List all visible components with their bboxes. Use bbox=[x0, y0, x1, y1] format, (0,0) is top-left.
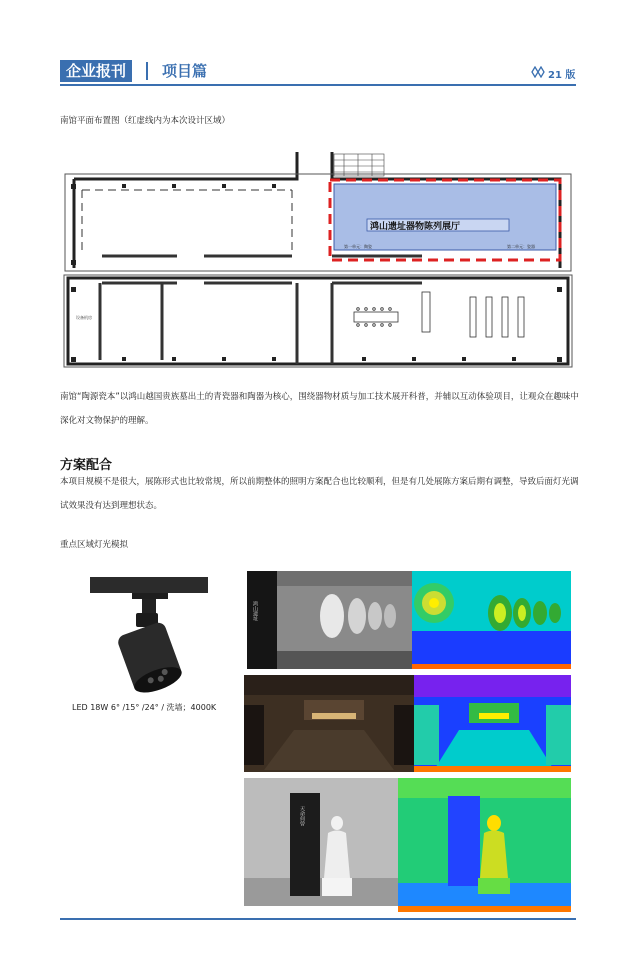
unit1-label: 第一单元：陶瓷 bbox=[344, 244, 372, 249]
brand-logo-icon bbox=[531, 66, 545, 78]
room-label: 设备机房 bbox=[76, 315, 92, 320]
header-divider bbox=[146, 62, 148, 80]
simulation-caption: 重点区域灯光模拟 bbox=[60, 540, 129, 550]
intro-paragraph: 南馆“陶源瓷本”以鸿山越国贵族墓出土的青瓷器和陶器为核心，围绕器物材质与加工技术展开科普，并辅以互动体验项目，让观众在趣味中深化对文物保护的理解。 bbox=[60, 392, 579, 426]
falsecolor-corridor-image bbox=[412, 571, 571, 669]
panel1-sign: 鸿山遗址 bbox=[252, 601, 258, 621]
falsecolor-sculpture-image bbox=[398, 778, 571, 912]
page-number: 21 版 bbox=[548, 70, 576, 81]
publication-tag: 企业报刊 bbox=[60, 60, 132, 82]
lamp-spec-label: LED 18W 6° /15° /24° / 洗墙；4000K bbox=[72, 703, 217, 712]
track-spotlight-image bbox=[80, 575, 220, 695]
section-title: 项目篇 bbox=[162, 62, 208, 80]
footer-rule bbox=[60, 918, 576, 920]
floor-plan-caption: 南馆平面布置图（红虚线内为本次设计区域） bbox=[60, 116, 231, 126]
hall-label: 鸿山遗址器物陈列展厅 bbox=[370, 222, 461, 232]
unit2-label: 第二单元：瓷器 bbox=[507, 244, 535, 249]
render-hall-image bbox=[244, 675, 414, 772]
floor-plan bbox=[62, 152, 574, 374]
falsecolor-hall-image bbox=[414, 675, 571, 772]
panel3-sign: 天命何曾 bbox=[299, 806, 305, 826]
render-sculpture-image bbox=[244, 778, 398, 906]
header-rule bbox=[60, 84, 576, 86]
section-paragraph: 本项目规模不是很大，展陈形式也比较常规，所以前期整体的照明方案配合也比较顺利，但是有几处展陈方案后期有调整，导致后面灯光调试效果没有达到理想状态。 bbox=[60, 477, 579, 511]
section-heading: 方案配合 bbox=[60, 458, 113, 473]
render-corridor-image bbox=[247, 571, 412, 669]
